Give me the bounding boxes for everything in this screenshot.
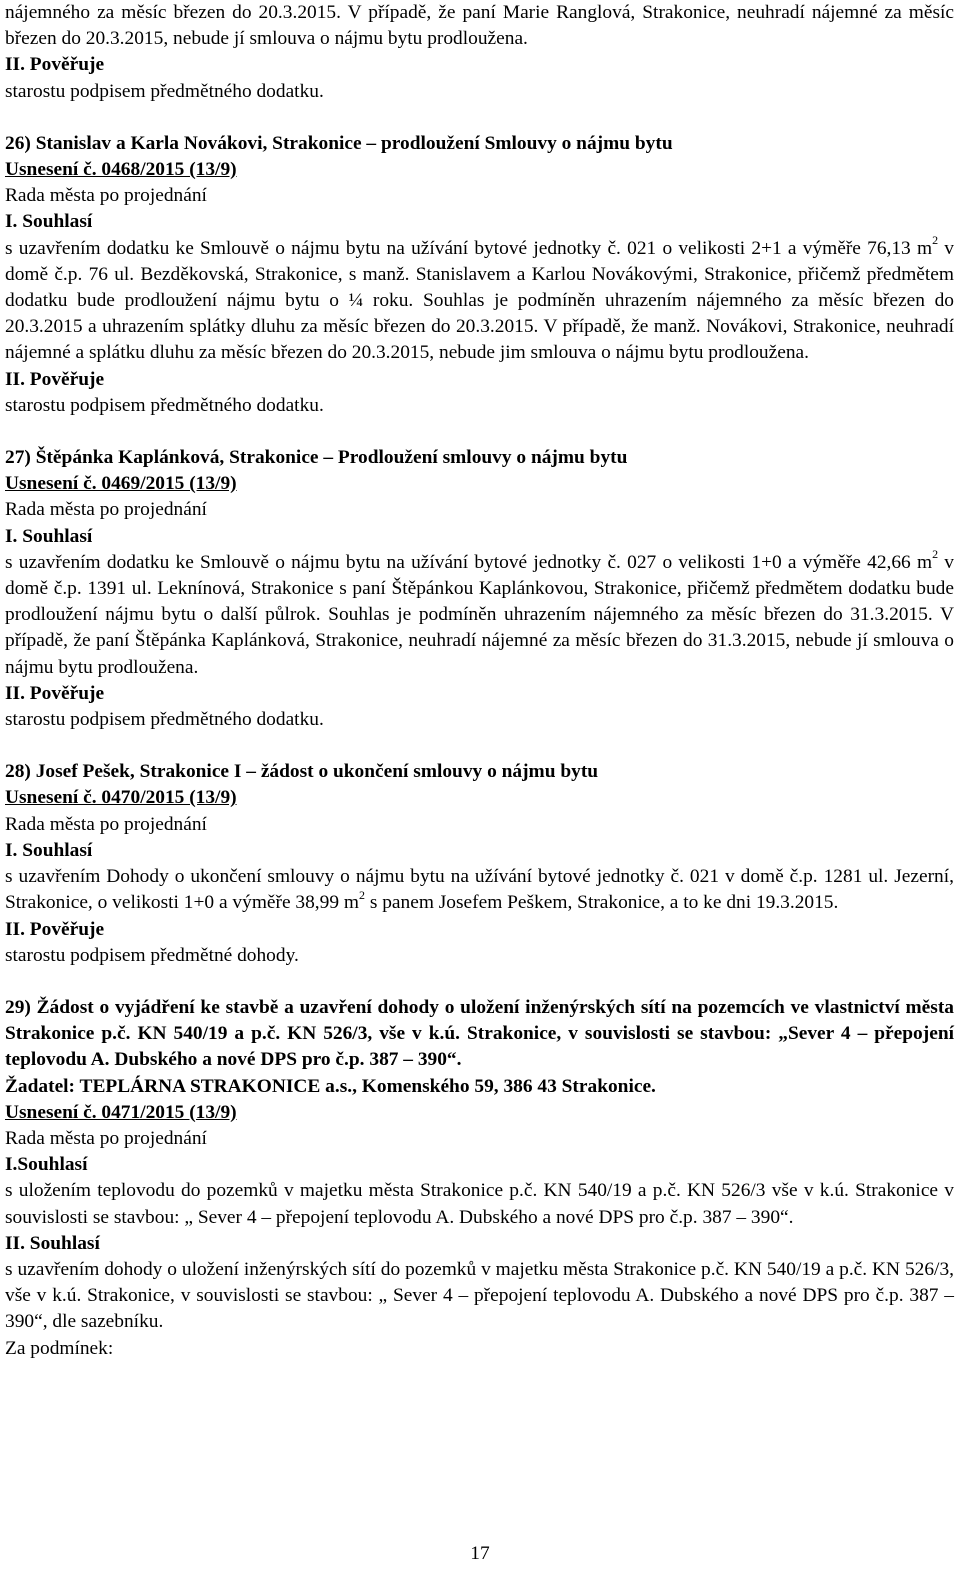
document-page [5, 0, 954, 1362]
council-line: Rada města po projednání [5, 813, 207, 835]
continuation-text: nájemného za měsíc březen do 20.3.2015. V případě, že paní Marie Ranglová, Strakonice, neuhradí nájemné za měsíc březen do 20.3.2015, nebude jí smlouva o nájmu bytu prodloužena. [5, 2, 954, 50]
section-heading: I.Souhlasí [5, 1154, 88, 1176]
section-text: s uzavřením dodatku ke Smlouvě o nájmu bytu na užívání bytové jednotky č. 021 o velikosti 2+1 a výměře 76,13 $m^2$ v domě č.p. 76 ul. Bezděkovská, Strakonice, s manž. Stanislavem a Karlou Novákovými, Strakonice, přičemž předmětem dodatku bude prodloužení nájmu bytu o ¼ roku. Souhlas je podmíněn uhrazením nájemného za měsíc březen do 20.3.2015 a uhrazením splátky dluhu za měsíc březen do 20.3.2015. V případě, že manž. Novákovi, Strakonice, neuhradí nájemné a splátku dluhu za měsíc březen do 20.3.2015, nebude jim smlouva o nájmu bytu prodloužena. [5, 233, 954, 364]
section-text: starostu podpisem předmětného dodatku. [5, 709, 324, 731]
resolution-number: Usnesení č. 0470/2015 (13/9) [5, 787, 237, 809]
section-text: s uzavřením dodatku ke Smlouvě o nájmu bytu na užívání bytové jednotky č. 027 o velikosti 1+0 a výměře 42,66 $m^2$ v domě č.p. 1391 ul. Leknínová, Strakonice s paní Štěpánkou Kaplánkovou, Strakonice, přičemž předmětem dodatku bude prodloužení nájmu bytu o další půlrok. Souhlas je podmíněn uhrazením nájemného za měsíc březen do 31.3.2015. V případě, že paní Štěpánka Kaplánková, Strakonice, neuhradí nájemné za měsíc březen do 31.3.2015, nebude jí smlouva o nájmu bytu prodloužena. [5, 547, 954, 678]
conditions-label: Za podmínek: [5, 1337, 114, 1359]
council-line: Rada města po projednání [5, 499, 207, 521]
item-title: 29) Žádost o vyjádření ke stavbě a uzavření dohody o uložení inženýrských sítí na pozemcích ve vlastnictví města Strakonice p.č. KN 540/19 a p.č. KN 526/3, vše v k.ú. Strakonice, v souvislosti se stavbou: „Sever 4 – přepojení teplovodu A. Dubského a nové DPS pro č.p. 387 – 390“. [5, 996, 954, 1071]
resolution-number: Usnesení č. 0469/2015 (13/9) [5, 473, 237, 495]
section-text: starostu podpisem předmětného dodatku. [5, 394, 324, 416]
section-heading: I. Souhlasí [5, 525, 93, 547]
agenda-item-29 [5, 995, 954, 1362]
section-text: starostu podpisem předmětné dohody. [5, 944, 299, 966]
section-text: s uložením teplovodu do pozemků v majetku města Strakonice p.č. KN 540/19 a p.č. KN 526/3 vše v k.ú. Strakonice v souvislosti se stavbou: „ Sever 4 – přepojení teplovodu A. Dubského a nové DPS pro č.p. 387 – 390“. [5, 1180, 954, 1228]
section-heading: II. Pověřuje [5, 368, 105, 390]
section-heading: I. Souhlasí [5, 839, 93, 861]
agenda-item-28 [5, 759, 954, 969]
agenda-item-26 [5, 131, 954, 419]
section-heading: II. Pověřuje [5, 682, 105, 704]
section-heading: II. Souhlasí [5, 1232, 100, 1254]
section-text: s uzavřením dohody o uložení inženýrských sítí do pozemků v majetku města Strakonice p.č. KN 540/19 a p.č. KN 526/3, vše v k.ú. Strakonice, v souvislosti se stavbou: „ Sever 4 – přepojení teplovodu A. Dubského a nové DPS pro č.p. 387 – 390“, dle sazebníku. [5, 1258, 954, 1333]
section-text: s uzavřením Dohody o ukončení smlouvy o nájmu bytu na užívání bytové jednotky č. 021 v domě č.p. 1281 ul. Jezerní, Strakonice, o velikosti 1+0 a výměře 38,99 $m^2$ s panem Josefem Peškem, Strakonice, a to ke dni 19.3.2015. [5, 866, 954, 914]
council-line: Rada města po projednání [5, 185, 207, 207]
poveruje-heading: II. Pověřuje [5, 54, 105, 76]
applicant-line: Žadatel: TEPLÁRNA STRAKONICE a.s., Komenského 59, 386 43 Strakonice. [5, 1075, 656, 1097]
item-title: 27) Štěpánka Kaplánková, Strakonice – Prodloužení smlouvy o nájmu bytu [5, 447, 628, 469]
item-title: 26) Stanislav a Karla Novákovi, Strakonice – prodloužení Smlouvy o nájmu bytu [5, 132, 673, 154]
section-heading: II. Pověřuje [5, 918, 105, 940]
item-title: 28) Josef Pešek, Strakonice I – žádost o ukončení smlouvy o nájmu bytu [5, 761, 599, 783]
agenda-item-27 [5, 445, 954, 733]
council-line: Rada města po projednání [5, 1127, 207, 1149]
page-number: 17 [470, 1543, 490, 1564]
section-heading: I. Souhlasí [5, 211, 93, 233]
resolution-number: Usnesení č. 0468/2015 (13/9) [5, 159, 237, 181]
resolution-number: Usnesení č. 0471/2015 (13/9) [5, 1101, 237, 1123]
poveruje-text: starostu podpisem předmětného dodatku. [5, 80, 324, 102]
